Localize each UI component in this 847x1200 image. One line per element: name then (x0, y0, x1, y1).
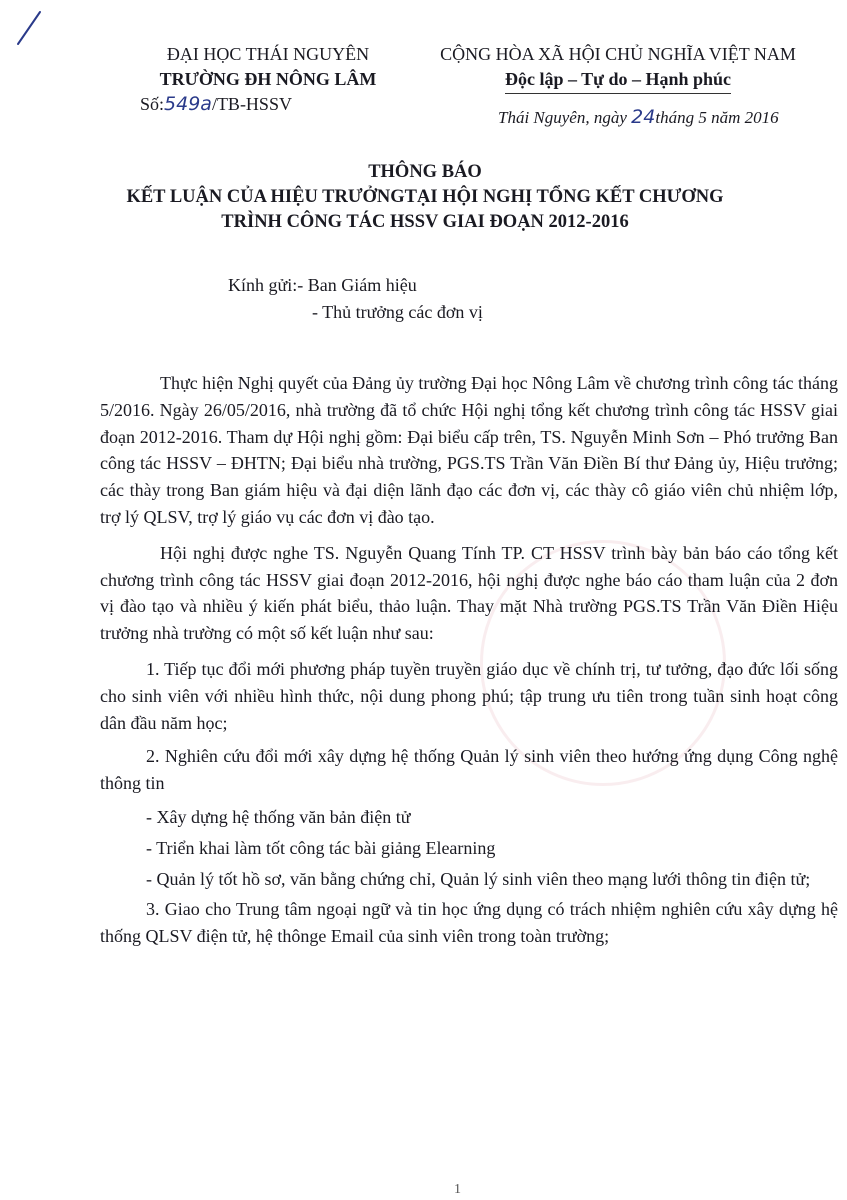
date-prefix: Thái Nguyên, ngày (498, 108, 632, 127)
header-right (398, 42, 838, 94)
handwritten-number: 549a (164, 93, 212, 115)
title-line-1: THÔNG BÁO (368, 162, 482, 182)
conclusion-item-3: 3. Giao cho Trung tâm ngoại ngữ và tin học ứng dụng có trách nhiệm nghiên cứu xây dựng hệ thống QLSV điện tử, hệ thônge Email của sinh viên trong toàn trường; (100, 899, 838, 947)
conclusion-item-1: 1. Tiếp tục đổi mới phương pháp tuyền truyền giáo dục về chính trị, tư tưởng, đạo đức lối sống cho sinh viên với nhiều hình thức, nội dung phong phú; tập trung ưu tiên trong tuần sinh hoạt công dân đầu năm học; (100, 658, 838, 733)
paragraph-1: Thực hiện Nghị quyết của Đảng ủy trường Đại học Nông Lâm về chương trình công tác tháng 5/2016. Ngày 26/05/2016, nhà trường đã tổ chức Hội nghị tổng kết chương trình công tác HSSV giai đoạn 2012-2016. Tham dự Hội nghị gồm: Đại biểu cấp trên, TS. Nguyễn Minh Sơn – Phó trưởng Ban công tác HSSV – ĐHTN; Đại biểu nhà trường, PGS.TS Trần Văn Điền Bí thư Đảng ủy, Hiệu trưởng; các thày trong Ban giám hiệu và đại diện lãnh đạo các đơn vị, các thày cô giáo viên chủ nhiệm lớp, trợ lý QLSV, trợ lý giáo vụ các đơn vị đào tạo. (100, 373, 838, 527)
pen-stroke-mark (14, 8, 44, 48)
date-suffix: năm 2016 (711, 108, 779, 127)
national-motto: Độc lập – Tự do – Hạnh phúc (505, 67, 731, 94)
header-left (118, 42, 418, 117)
item-2-sub-3: - Quản lý tốt hồ sơ, văn bằng chứng chỉ, Quản lý sinh viên theo mạng lưới thông tin điện tử; (146, 868, 811, 889)
paragraph-2: Hội nghị được nghe TS. Nguyễn Quang Tính TP. CT HSSV trình bày bản báo cáo tổng kết chương trình công tác HSSV giai đoạn 2012-2016, hội nghị được nghe báo cáo tham luận của 2 đơn vị đào tạo và nhiều ý kiến phát biểu, thảo luận. Thay mặt Nhà trường PGS.TS Trần Văn Điền Hiệu trưởng nhà trường có một số kết luận như sau: (100, 542, 838, 644)
title-line-3: TRÌNH CÔNG TÁC HSSV GIAI ĐOẠN 2012-2016 (221, 212, 629, 232)
item-2-sub-2: - Triển khai làm tốt công tác bài giảng Elearning (146, 837, 496, 858)
recipient-line-2: - Thủ trưởng các đơn vị (312, 302, 483, 322)
number-prefix: Số: (140, 94, 165, 114)
item-2-sub-1: - Xây dựng hệ thống văn bản điện tử (146, 806, 411, 827)
republic-title: CỘNG HÒA XÃ HỘI CHỦ NGHĨA VIỆT NAM (440, 44, 796, 64)
date-middle: tháng 5 (655, 108, 712, 127)
page-number: 1 (454, 1182, 461, 1197)
issue-date (498, 106, 779, 128)
university-name: ĐẠI HỌC THÁI NGUYÊN (166, 44, 370, 64)
recipients (228, 272, 483, 326)
document-number (118, 92, 418, 117)
conclusion-item-2: 2. Nghiên cứu đổi mới xây dựng hệ thống Quản lý sinh viên theo hướng ứng dụng Công nghệ thông tin (100, 746, 838, 794)
number-suffix: /TB-HSSV (211, 94, 292, 114)
document-body (100, 370, 838, 957)
handwritten-day: 24 (631, 106, 656, 128)
school-name: TRƯỜNG ĐH NÔNG LÂM (159, 69, 377, 89)
recipient-line-1: Kính gửi:- Ban Giám hiệu (228, 275, 417, 295)
title-line-2: KẾT LUẬN CỦA HIỆU TRƯỞNGTẠI HỘI NGHỊ TỔNG KẾT CHƯƠNG (126, 187, 724, 207)
document-title (60, 160, 790, 235)
